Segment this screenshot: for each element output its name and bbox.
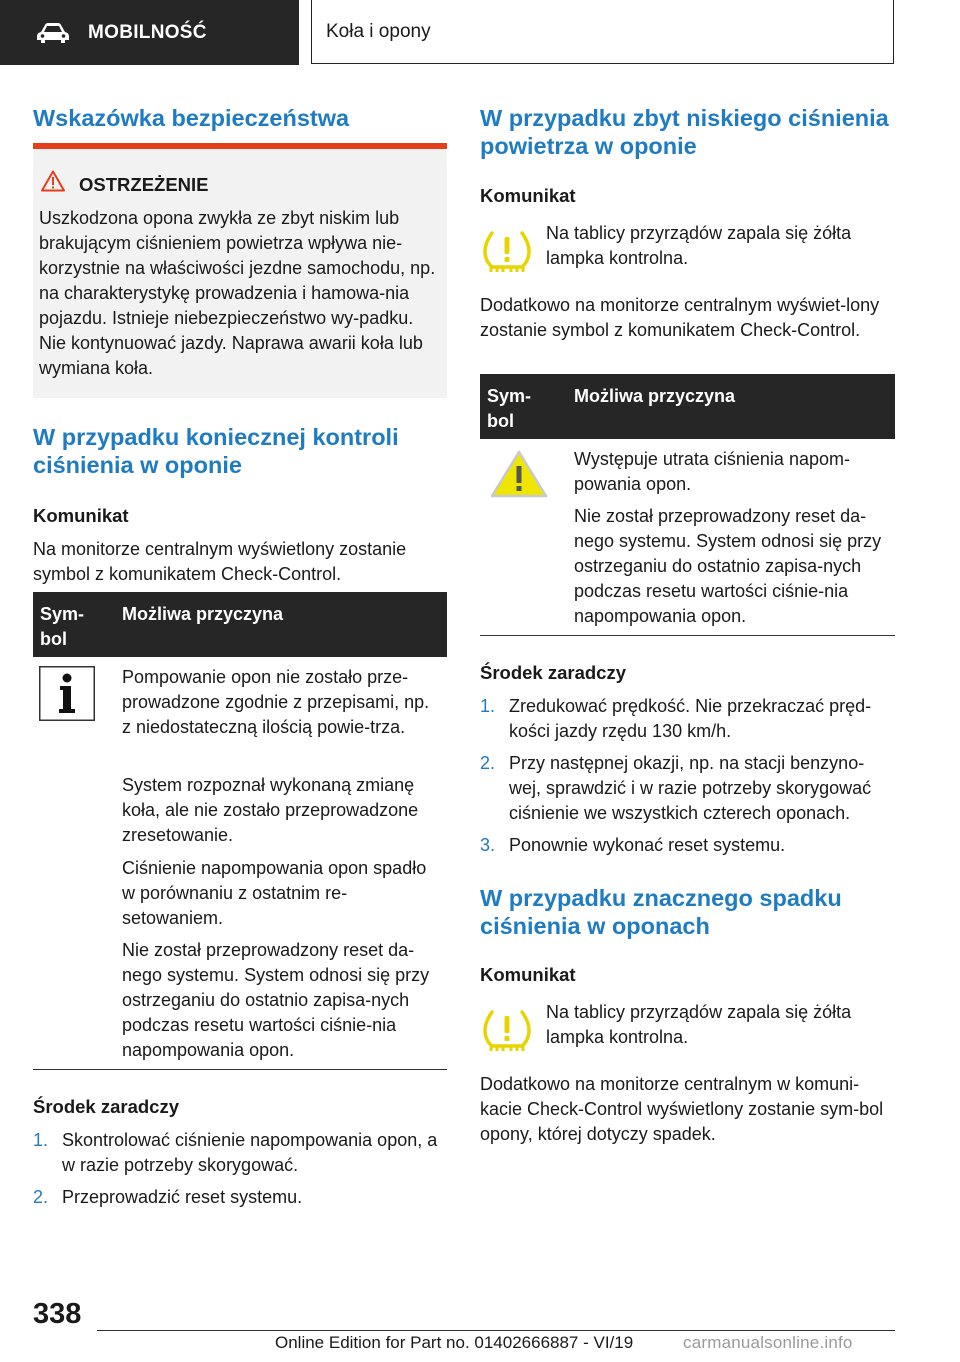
extra-text: Dodatkowo na monitorze centralnym wyświet-lony zostanie symbol z komunikatem Check-Control. xyxy=(480,295,880,340)
lamp-text: Na tablicy przyrządów zapala się żółta lampka kontrolna. xyxy=(546,223,852,268)
check-heading: W przypadku koniecznej kontroli ciśnienia w oponie xyxy=(33,424,399,478)
cause-2: Nie został przeprowadzony reset da-nego systemu. System odnosi się przy ostrzeganiu do ostatnio zapisa-nych podczas resetu wartości ciśnie-nia napompowania opon. xyxy=(574,506,882,626)
remedy-steps xyxy=(33,1128,447,1217)
edition-text: Online Edition for Part no. 01402666887 - VI/19 xyxy=(275,1333,634,1352)
info-icon xyxy=(39,666,95,721)
cause-4: Nie został przeprowadzony reset da-nego systemu. System odnosi się przy ostrzeganiu do ostatnio zapisa-nych podczas resetu wartości ciśnie-nia napompowania opon. xyxy=(122,940,430,1060)
section-tab xyxy=(0,0,299,65)
tire-pressure-lamp-icon xyxy=(482,1008,532,1054)
chapter-title: Koła i opony xyxy=(326,20,431,42)
col-cause: Możliwa przyczyna xyxy=(574,386,736,406)
message-label-2: Komunikat xyxy=(480,964,576,985)
message-label: Komunikat xyxy=(480,185,576,206)
pressure-drop-heading: W przypadku znacznego spadku ciśnienia w oponach xyxy=(480,885,842,939)
cause-1: Pompowanie opon nie zostało prze-prowadzone zgodnie z przepisami, np. z niedostateczną ilością powie-trza. xyxy=(122,667,430,737)
warning-triangle-icon xyxy=(41,170,65,192)
remedy-label: Środek zaradczy xyxy=(33,1096,180,1117)
watermark: carmanualsonline.info xyxy=(683,1333,853,1352)
list-item: 2. Przy następnej okazji, np. na stacji benzyno-wej, sprawdzić i w razie potrzeby skorygować ciśnienie we wszystkich czterech oponach. xyxy=(480,753,872,823)
warning-triangle-icon xyxy=(489,449,549,499)
remedy-label: Środek zaradczy xyxy=(480,662,627,683)
lamp-text-2: Na tablicy przyrządów zapala się żółta lampka kontrolna. xyxy=(546,1002,852,1047)
message-text: Na monitorze centralnym wyświetlony zostanie symbol z komunikatem Check-Control. xyxy=(33,539,407,584)
list-item: 1. Zredukować prędkość. Nie przekraczać pręd-kości jazdy rzędu 130 km/h. xyxy=(480,696,872,741)
list-item: 1. Skontrolować ciśnienie napompowania opon, a w razie potrzeby skorygować. xyxy=(33,1130,438,1175)
cause-2: System rozpoznał wykonaną zmianę koła, ale nie zostało przeprowadzone zresetowanie. xyxy=(122,775,419,845)
table-header xyxy=(480,374,895,439)
cause-3: Ciśnienie napompowania opon spadło w porównaniu z ostatnim re-setowaniem. xyxy=(122,858,427,928)
col-symbol: Sym-bol xyxy=(487,386,532,431)
low-pressure-heading: W przypadku zbyt niskiego ciśnienia powietrza w oponie xyxy=(480,105,889,159)
page-number: 338 xyxy=(33,1298,82,1330)
section-title: MOBILNOŚĆ xyxy=(88,21,207,43)
table-header xyxy=(33,592,447,657)
table-rule xyxy=(480,635,895,636)
extra-text-2: Dodatkowo na monitorze centralnym w komuni-kacie Check-Control wyświetlony zostanie sym-bol opony, której dotyczy spadek. xyxy=(480,1074,884,1144)
tire-pressure-lamp-icon xyxy=(482,229,532,275)
safety-heading: Wskazówka bezpieczeństwa xyxy=(33,105,350,131)
list-item: 3. Ponownie wykonać reset systemu. xyxy=(480,835,786,855)
warning-title: OSTRZEŻENIE xyxy=(79,174,209,195)
warning-box xyxy=(33,143,447,398)
message-label: Komunikat xyxy=(33,505,129,526)
chapter-header xyxy=(311,0,894,64)
warning-body: Uszkodzona opona zwykła ze zbyt niskim lub brakującym ciśnieniem powietrza wpływa nie-korzystnie na właściwości jezdne samochodu, np. na charakterystykę prowadzenia i hamowa-nia pojazdu. Istnieje niebezpieczeństwo wy-padku. Nie kontynuować jazdy. Naprawa awarii koła lub wymiana koła. xyxy=(39,208,436,378)
col-cause: Możliwa przyczyna xyxy=(122,604,284,624)
list-item: 2. Przeprowadzić reset systemu. xyxy=(33,1187,303,1207)
footer-rule xyxy=(97,1330,895,1331)
car-icon xyxy=(36,22,70,44)
cause-1: Występuje utrata ciśnienia napom-powania opon. xyxy=(574,449,850,494)
col-symbol: Sym-bol xyxy=(40,604,85,649)
table-rule xyxy=(33,1069,447,1070)
remedy-steps xyxy=(480,694,895,865)
